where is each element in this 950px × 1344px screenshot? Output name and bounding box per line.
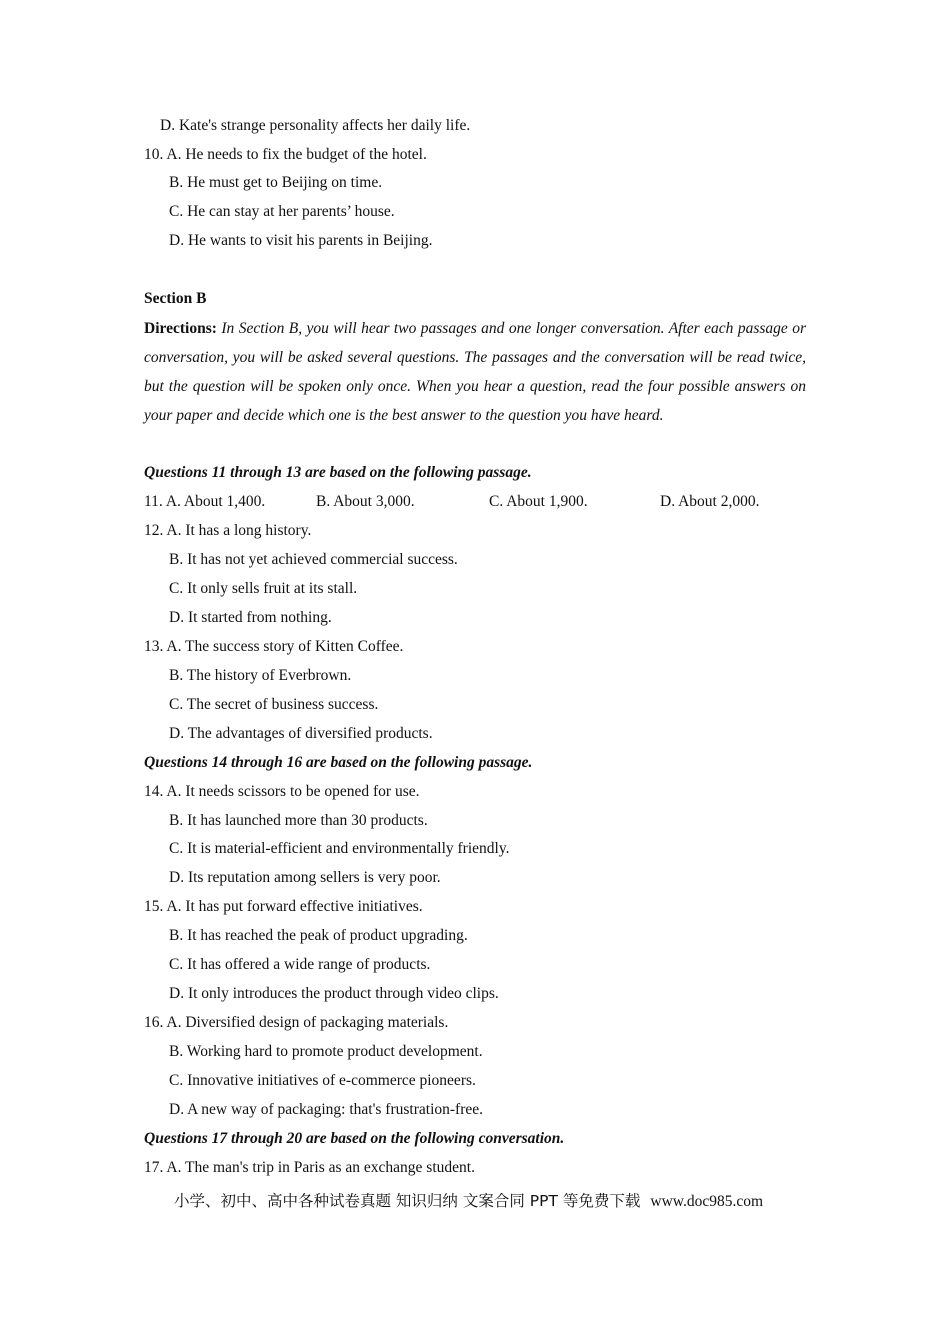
q11-option-c: C. About 1,900. <box>489 493 588 510</box>
footer-url[interactable]: www.doc985.com <box>650 1193 764 1210</box>
q16-option-d: D. A new way of packaging: that's frustration-free. <box>169 1101 483 1118</box>
directions-label: Directions: <box>144 320 217 337</box>
footer-text: 小学、初中、高中各种试卷真题 知识归纳 文案合同 PPT 等免费下载 <box>174 1192 641 1210</box>
q16-option-c: C. Innovative initiatives of e-commerce pioneers. <box>169 1072 476 1089</box>
q16-option-a: 16. A. Diversified design of packaging materials. <box>144 1014 449 1031</box>
q14-option-c: C. It is material-efficient and environmentally friendly. <box>169 840 510 857</box>
q13-option-b: B. The history of Everbrown. <box>169 667 352 684</box>
q11-option-d: D. About 2,000. <box>660 493 760 510</box>
q17-option-a: 17. A. The man's trip in Paris as an exchange student. <box>144 1159 475 1176</box>
section-title: Section B <box>144 290 207 307</box>
q12-option-d: D. It started from nothing. <box>169 609 332 626</box>
directions-paragraph <box>144 314 806 430</box>
q12-option-b: B. It has not yet achieved commercial success. <box>169 551 458 568</box>
q14-option-d: D. Its reputation among sellers is very poor. <box>169 869 441 886</box>
footer <box>174 1191 763 1212</box>
q10-option-b: B. He must get to Beijing on time. <box>169 174 383 191</box>
q16-option-b: B. Working hard to promote product development. <box>169 1043 483 1060</box>
group2-heading: Questions 14 through 16 are based on the following passage. <box>144 754 533 771</box>
q11-option-a: 11. A. About 1,400. <box>144 493 266 510</box>
q9-option-d: D. Kate's strange personality affects her daily life. <box>160 117 471 134</box>
q11-options <box>0 492 950 512</box>
group3-heading: Questions 17 through 20 are based on the following conversation. <box>144 1130 565 1147</box>
q15-option-c: C. It has offered a wide range of products. <box>169 956 431 973</box>
q13-option-d: D. The advantages of diversified products. <box>169 725 433 742</box>
q10-option-d: D. He wants to visit his parents in Beijing. <box>169 232 433 249</box>
q10-option-a: 10. A. He needs to fix the budget of the hotel. <box>144 146 427 163</box>
q15-option-a: 15. A. It has put forward effective initiatives. <box>144 898 423 915</box>
q14-option-a: 14. A. It needs scissors to be opened for use. <box>144 783 420 800</box>
group1-heading: Questions 11 through 13 are based on the following passage. <box>144 464 532 481</box>
q12-option-c: C. It only sells fruit at its stall. <box>169 580 358 597</box>
directions-text: In Section B, you will hear two passages and one longer conversation. After each passage or conversation, you will be asked several questions. The passages and the conversation will be read twice, but the question will be spoken only once. When you hear a question, read the four possible answers on your paper and decide which one is the best answer to the question you have heard. <box>144 320 806 424</box>
q10-option-c: C. He can stay at her parents’ house. <box>169 203 395 220</box>
q13-option-a: 13. A. The success story of Kitten Coffee. <box>144 638 404 655</box>
q15-option-d: D. It only introduces the product through video clips. <box>169 985 499 1002</box>
q14-option-b: B. It has launched more than 30 products. <box>169 812 428 829</box>
q11-option-b: B. About 3,000. <box>316 493 415 510</box>
q15-option-b: B. It has reached the peak of product upgrading. <box>169 927 468 944</box>
q13-option-c: C. The secret of business success. <box>169 696 379 713</box>
q12-option-a: 12. A. It has a long history. <box>144 522 312 539</box>
